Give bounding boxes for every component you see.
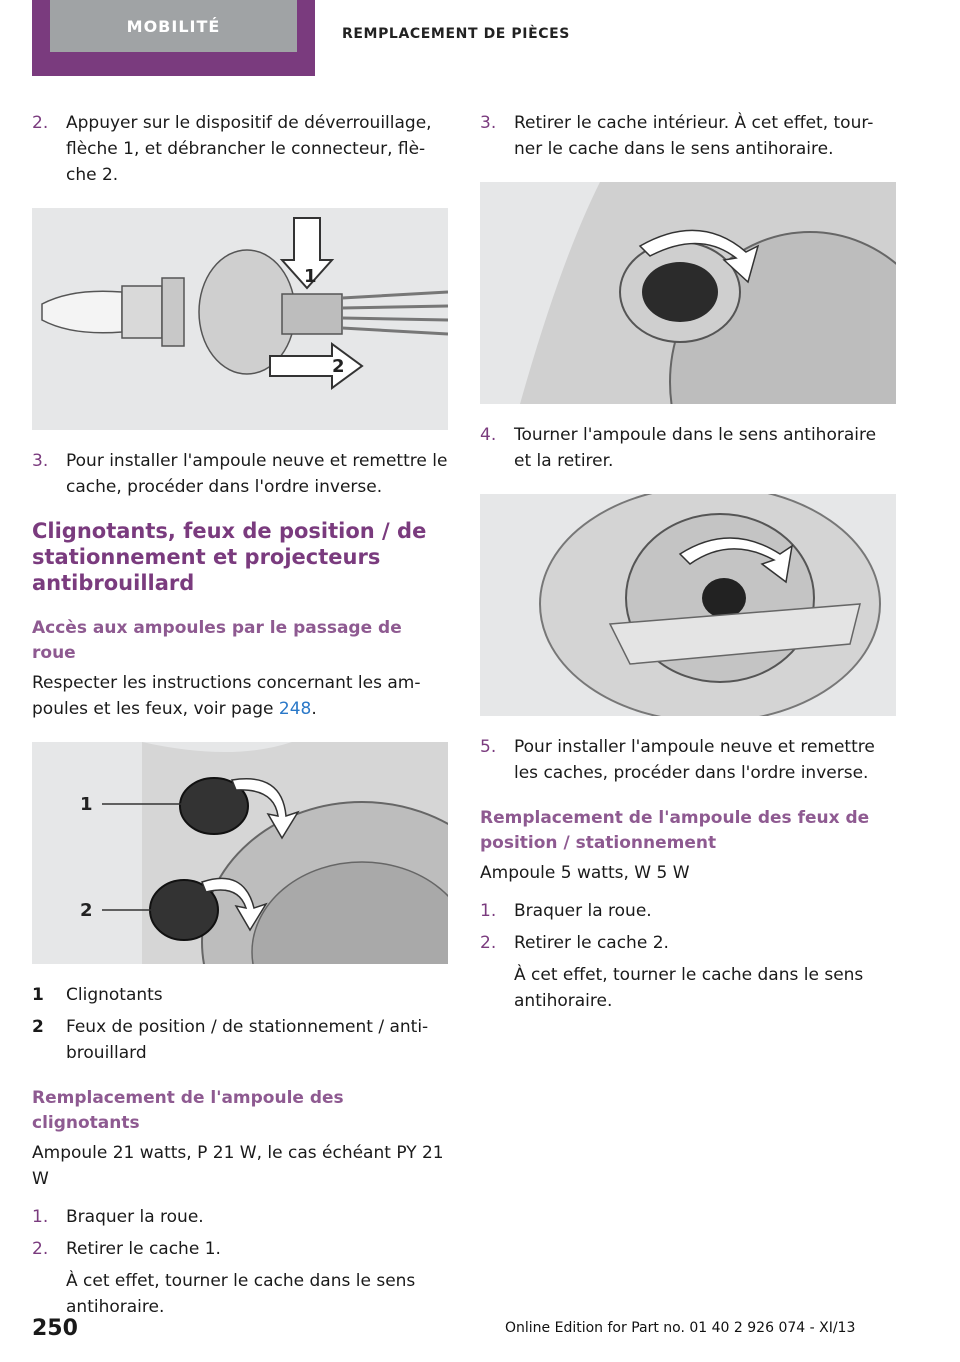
step-note: À cet effet, tourner le cache dans le sens antihoraire. xyxy=(66,1271,416,1317)
step-number: 3. xyxy=(32,451,49,471)
step-text: Retirer le cache 1. xyxy=(66,1239,221,1259)
step-text: Pour installer l'ampoule neuve et remettre le cache, procéder dans l'ordre inverse. xyxy=(66,451,448,497)
figure-callout: 1 xyxy=(80,794,93,815)
bulb-removal-illustration xyxy=(480,494,896,716)
figure-bulb-removal xyxy=(480,494,896,716)
step-item xyxy=(480,110,898,162)
left-column xyxy=(32,110,450,1326)
chapter-title: MOBILITÉ xyxy=(126,16,221,36)
step-text: Braquer la roue. xyxy=(66,1207,204,1227)
paragraph-instructions xyxy=(32,670,450,722)
section-heading: Clignotants, feux de position / de stationnement et projecteurs antibrouillard xyxy=(32,519,427,595)
bulb-connector-illustration xyxy=(32,208,448,430)
right-column xyxy=(480,110,898,1020)
figure-callout: 2 xyxy=(80,900,93,921)
page-number: 250 xyxy=(32,1316,78,1341)
step-number: 4. xyxy=(480,425,497,445)
figure-inner-cover xyxy=(480,182,896,404)
legend-number: 1 xyxy=(32,985,44,1005)
step-number: 1. xyxy=(480,901,497,921)
step-text: Retirer le cache intérieur. À cet effet, tour- ner le cache dans le sens antihoraire. xyxy=(514,113,874,159)
step-note: À cet effet, tourner le cache dans le sens antihoraire. xyxy=(514,965,864,1011)
wheel-arch-illustration xyxy=(32,742,448,964)
step-text: Retirer le cache 2. xyxy=(514,933,669,953)
step-number: 5. xyxy=(480,737,497,757)
step-text-block xyxy=(514,930,898,1014)
paragraph-bulb-spec: Ampoule 5 watts, W 5 W xyxy=(480,863,690,883)
step-item xyxy=(32,448,450,500)
inner-cover-illustration xyxy=(480,182,896,404)
legend-item xyxy=(32,982,450,1008)
subheading-access: Accès aux ampoules par le passage de roue xyxy=(32,618,402,663)
step-item xyxy=(480,930,898,1014)
legend-number: 2 xyxy=(32,1017,44,1037)
figure-callout: 2 xyxy=(332,356,345,377)
step-number: 2. xyxy=(480,933,497,953)
step-text: Braquer la roue. xyxy=(514,901,652,921)
step-item xyxy=(32,1236,450,1320)
step-number: 2. xyxy=(32,113,49,133)
step-number: 3. xyxy=(480,113,497,133)
step-text: Pour installer l'ampoule neuve et remettre les caches, procéder dans l'ordre inverse. xyxy=(514,737,875,783)
step-item xyxy=(480,898,898,924)
subheading-position-light: Remplacement de l'ampoule des feux de position / stationnement xyxy=(480,808,870,853)
step-text: Tourner l'ampoule dans le sens antihoraire et la retirer. xyxy=(514,425,877,471)
figure-callout: 1 xyxy=(304,266,317,287)
paragraph-bulb-spec: Ampoule 21 watts, P 21 W, le cas échéant PY 21 W xyxy=(32,1143,444,1189)
section-title: REMPLACEMENT DE PIÈCES xyxy=(342,26,570,42)
page-link[interactable]: 248 xyxy=(278,699,312,719)
paragraph-text: Respecter les instructions concernant les am- poules et les feux, voir page xyxy=(32,673,421,719)
chapter-tab xyxy=(32,0,315,76)
step-text-block xyxy=(66,1236,450,1320)
subheading-turn-signal: Remplacement de l'ampoule des clignotants xyxy=(32,1088,344,1133)
step-item xyxy=(32,110,450,188)
edition-footer: Online Edition for Part no. 01 40 2 926 074 - XI/13 xyxy=(505,1320,856,1336)
paragraph-text: . xyxy=(311,699,317,719)
step-item xyxy=(480,734,898,786)
figure-bulb-connector xyxy=(32,208,448,430)
step-number: 1. xyxy=(32,1207,49,1227)
legend-item xyxy=(32,1014,450,1066)
step-item xyxy=(32,1204,450,1230)
figure-wheel-arch xyxy=(32,742,448,964)
step-text: Appuyer sur le dispositif de déverrouillage, flèche 1, et débrancher le connecteur, flè- che 2. xyxy=(66,113,432,185)
legend-text: Feux de position / de stationnement / anti- brouillard xyxy=(66,1017,429,1063)
step-number: 2. xyxy=(32,1239,49,1259)
legend-text: Clignotants xyxy=(66,985,163,1005)
chapter-tab-inner xyxy=(50,0,297,52)
step-item xyxy=(480,422,898,474)
